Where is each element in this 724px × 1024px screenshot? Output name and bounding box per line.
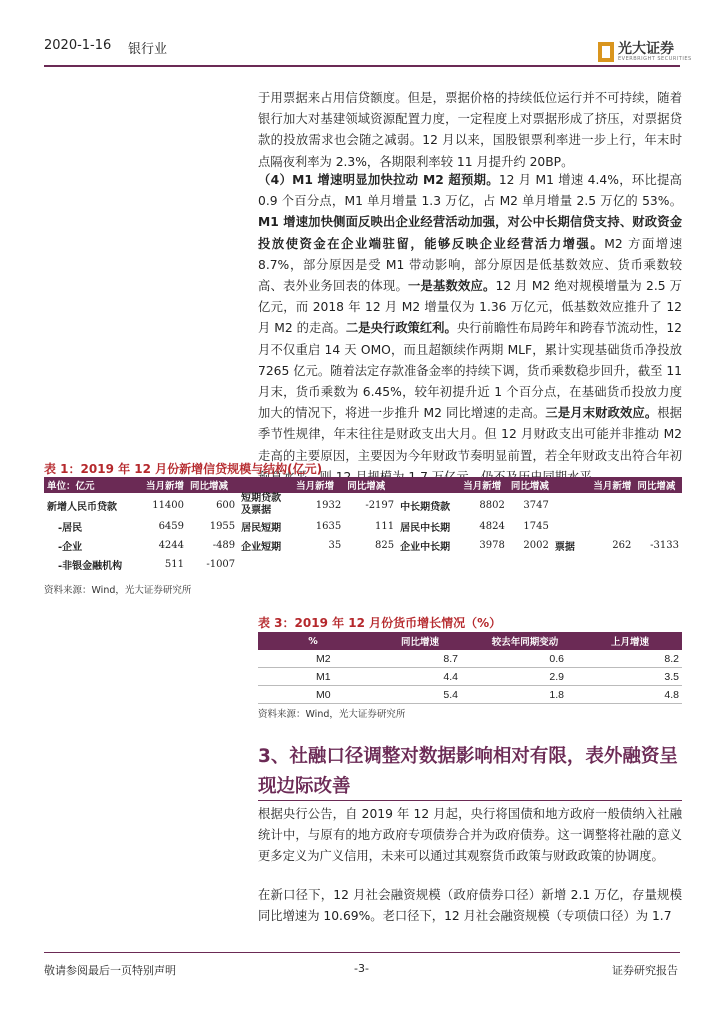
table-header-cell: 上月增速 [578,632,682,650]
table-cell: 3.5 [578,668,682,686]
para2-point-3: 三是月末财政效应。 [545,406,658,421]
para2-point-1: 一是基数效应。 [408,279,496,294]
table1 [44,477,682,574]
table-cell: 4.4 [368,668,472,686]
table-cell [238,555,293,574]
body-paragraph-1: 于用票据来占用信贷额度。但是，票据价格的持续低位运行并不可持续，随着银行加大对基建领域资源配置力度，一定程度上对票据形成了挤压，对票据贷款的投放需求也会随之减弱。12 月以来，国股银票利率进一步上行，年末时点隔夜利率为 2.3%，各期限利率较 11 月提升约 20BP。 [258,91,682,169]
table-cell [508,555,552,574]
table3 [258,632,682,704]
table-cell [590,517,634,536]
table-cell: M2 [258,650,368,668]
table-cell: 11400 [152,499,185,511]
table-row [44,517,682,536]
table-header-cell: 同比增减 [344,477,397,493]
table-header-cell: % [258,632,368,650]
table-header-cell: 同比增速 [368,632,472,650]
table-cell: 35 [328,540,342,551]
table-cell: 6459 [158,521,185,532]
table1-source: 资料来源：Wind，光大证券研究所 [44,585,192,596]
table-cell: 中长期贷款 [400,501,451,513]
table-cell: 8.2 [578,650,682,668]
table-cell: 4244 [158,540,185,551]
table1-caption: 表 1：2019 年 12 月份新增信贷规模与结构(亿元) [44,462,323,476]
para2-text-5: 根据季节性规律，年末往往是财政支出大月。但 12 月财政支出可能并非推动 M2 走高的主要原因，主要因为今年财政节奏明显前置，若全年财政支出符合年初 [258,406,682,463]
table-cell: -489 [212,540,236,551]
logo-name: 光大证券 [618,41,674,57]
table-header-cell: 当月新增 [590,477,634,493]
table-cell: 2002 [523,540,549,551]
table-header-cell: 较去年同期变动 [472,632,578,650]
table-cell: 825 [375,540,395,551]
table-cell: M0 [258,686,368,704]
footer-disclaimer: 敬请参阅最后一页特别声明 [44,964,176,977]
para2-text-1: 12 月 M1 增速 4.4%，环比提高 0.9 个百分点，M1 单月增量 1.3 万亿，占 M2 单月增量 2.5 万亿的 53%。 [258,173,682,209]
table-row [44,536,682,555]
table-cell: 1955 [209,521,236,532]
table-cell [634,493,682,517]
table-header-cell: 单位：亿元 [44,477,125,493]
para2-heading: （4）M1 增速明显加快拉动 M2 超预期。 [258,173,499,187]
table-cell: 新增人民币贷款 [47,501,117,513]
table-cell [634,555,682,574]
footer-divider [44,952,680,953]
table-cell: 3978 [479,540,505,551]
footer-report-type: 证券研究报告 [612,964,678,977]
table-cell: 4824 [479,521,505,532]
table-cell: -2197 [365,499,395,511]
table-cell: -1007 [206,559,236,570]
table-cell: 2.9 [472,668,578,686]
table-cell [552,517,591,536]
table-row [258,668,682,686]
logo-subtitle: EVERBRIGHT SECURITIES [618,56,692,62]
table-cell: 票据 [554,542,575,553]
table-cell [590,493,634,517]
table-cell: 111 [375,521,395,532]
table-header-cell [397,477,460,493]
table3-caption: 表 3：2019 年 12 月份货币增长情况（%） [258,616,502,630]
table-cell [397,555,460,574]
table-cell: -3133 [650,540,679,551]
table-cell: 1635 [315,521,342,532]
para2-point-2: 二是央行政策红利。 [345,321,457,336]
page-number: -3- [354,962,369,975]
table-cell [293,555,344,574]
table-cell: 5.4 [368,686,472,704]
para2-bold-1: M1 增速加快侧面反映出企业经营活动加强，对公中长期信贷支持、财政资金投放使资金在企业端驻留，能够反映企业经营活力增强。 [258,215,682,251]
table-header-cell [552,477,591,493]
table-cell: 600 [216,499,236,511]
header-industry: 银行业 [128,42,168,57]
company-logo [598,40,692,64]
table3-source: 资料来源：Wind，光大证券研究所 [258,709,406,720]
logo-mark-icon [598,42,614,62]
table-row [44,555,682,574]
table-cell: 1932 [315,499,342,511]
table-cell: 居民短期 [241,523,282,534]
table-cell: -企业 [58,542,83,553]
para2-text-4: 央行前瞻性布局跨年和跨春节流动性，12 月不仅重启 14 天 OMO，而且超额续作两期 MLF，累计实现基础货币净投放 7265 亿元。随着法定存款准备金率的持续下调，货币乘数稳步回升，截至 11 月末，货币乘数为 6.45%，较年初提升近 1 个百分点，在基础货币投放力度加大的情况下，将进一步推升 M2 同比增速的走高。 [258,321,682,421]
table-header-cell [238,477,293,493]
table1-header-row [44,477,682,493]
table-cell: 8.7 [368,650,472,668]
table-header-cell: 同比增减 [508,477,552,493]
table-cell [552,555,591,574]
table-header-cell: 同比增减 [634,477,682,493]
table-cell [460,555,508,574]
table-cell: 4.8 [578,686,682,704]
table-cell: 262 [612,540,632,551]
section3-paragraph-2: 在新口径下，12 月社会融资规模（政府债券口径）新增 2.1 万亿，存量规模同比增速为 10.69%。老口径下，12 月社会融资规模（专项债口径）为 1.7 [258,888,682,924]
section3-paragraph-1: 根据央行公告，自 2019 年 12 月起，央行将国债和地方政府一般债纳入社融统计中，与原有的地方政府专项债券合并为政府债券。这一调整将社融的意义更多定义为广义信用，未来可以通过其观察货币政策与财政政策的协调度。 [258,807,682,864]
table-cell [634,517,682,536]
table-row [258,686,682,704]
header-date: 2020-1-16 [44,38,112,53]
table-cell: 3747 [523,499,549,511]
table-cell: 0.6 [472,650,578,668]
table-cell: 1745 [523,521,549,532]
section-heading-divider [258,800,682,801]
table-cell [552,493,591,517]
table-cell: 1.8 [472,686,578,704]
table-cell: 企业中长期 [400,542,451,553]
table-cell: M1 [258,668,368,686]
para2-text-2: M2 方面增速 8.7%，部分原因是受 M1 带动影响，部分原因是低基数效应、货币乘数较高、表外业务回表的体现。 [258,236,682,294]
table-header-cell: 当月新增 [125,477,187,493]
header-divider [44,65,680,67]
section-heading: 3、社融口径调整对数据影响相对有限，表外融资呈现边际改善 [258,746,678,797]
table-cell: 短期贷款及票据 [241,493,282,516]
table-cell: 居民中长期 [400,523,451,534]
table-cell: -居民 [58,523,83,534]
table-cell: 企业短期 [241,542,282,553]
table-header-cell: 当月新增 [460,477,508,493]
table-cell [344,555,397,574]
table3-header-row [258,632,682,650]
table-header-cell: 当月新增 [293,477,344,493]
para2-text-3: 12 月 M2 绝对规模增量为 2.5 万亿元，而 2018 年 12 月 M2 增量仅为 1.36 万亿元，低基数效应推升了 12 月 M2 的走高。 [258,279,682,336]
table-cell: 8802 [479,499,505,511]
table-cell: -非银金融机构 [58,561,123,572]
body-paragraph-2 [258,170,682,488]
table-cell [590,555,634,574]
table-row [44,493,682,517]
table-header-cell: 同比增减 [187,477,238,493]
table-cell: 511 [164,559,185,570]
table-row [258,650,682,668]
